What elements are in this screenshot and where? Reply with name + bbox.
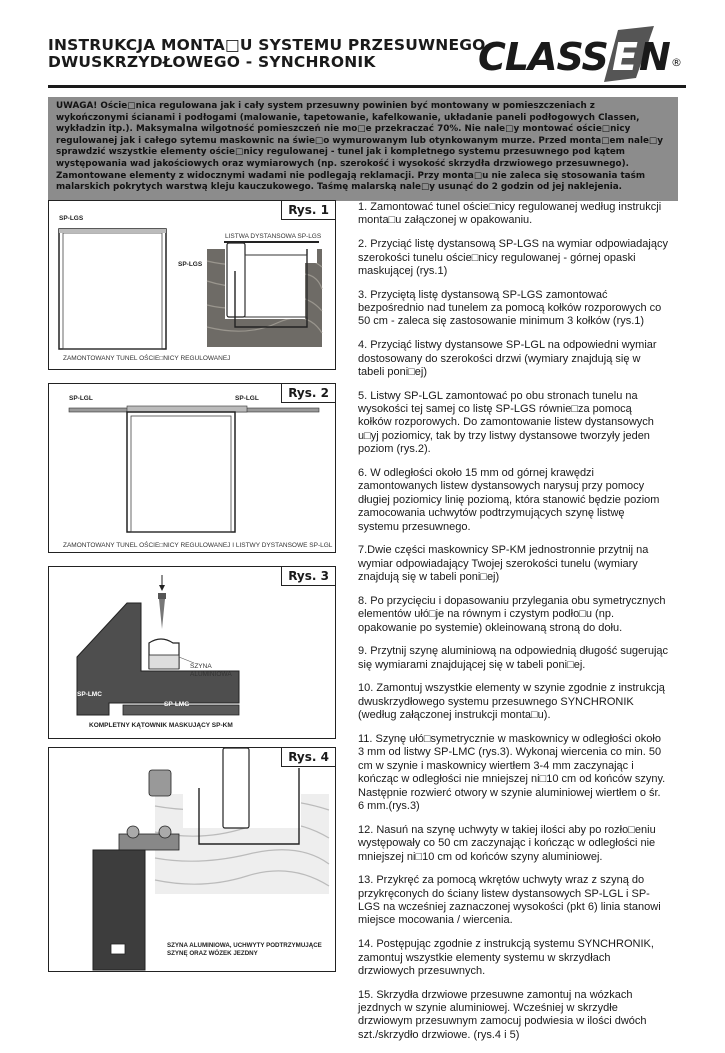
step-item: 3. Przyciętą listę dystansową SP-LGS zamontować bezpośrednio nad tunelem za pomocą kołków rozporowych co 50 cm - zaleca się zastosowanie minimum 3 kołków (rys.1) <box>358 288 662 328</box>
figure-1-detail-caption: LISTWA DYSTANSOWA SP-LGS <box>225 233 322 240</box>
svg-text:N: N <box>639 35 671 79</box>
figure-2-caption: ZAMONTOWANY TUNEL OŚCIE□NICY REGULOWANEJ I LISTWY DYSTANSOWE SP-LGL <box>63 542 333 549</box>
title-line-2: DWUSKRZYDŁOWEGO - SYNCHRONIK <box>48 53 376 71</box>
figure-1-caption: ZAMONTOWANY TUNEL OŚCIE□NICY REGULOWANEJ <box>63 355 231 362</box>
step-item: 10. Zamontuj wszystkie elementy w szynie zgodnie z instrukcją dwuskrzydłowego systemu przesuwnego SYNCHRONIK (według załączonej instrukcji monta□u). <box>358 682 665 722</box>
figure-4-label: Rys. 4 <box>281 748 335 767</box>
svg-text:E: E <box>612 35 638 79</box>
step-item: 8. Po przycięciu i dopasowaniu przylegania obu symetrycznych elementów ułó□je na równym i czystym podło□u (np. opakowanie po systemie) okleinowaną stroną do dołu. <box>358 594 666 634</box>
instruction-steps <box>358 201 668 1053</box>
figure-2-tag-right: SP-LGL <box>235 395 259 402</box>
step-item: 5. Listwy SP-LGL zamontować po obu stronach tunelu na wysokości tej samej co listę SP-LGS równie□za pomocą kołków rozporowych. Do zamontowanie listew dystansowych u□yj poziomicy, tak by trzy listwy dystansowe tworzyły jeden poziom (rys.2). <box>358 389 654 456</box>
figure-3 <box>48 566 336 739</box>
step-item: 7.Dwie części maskownicy SP-KM jednostronnie przytnij na wymiar odpowiadający Twojej szerokości tunelu (wymiary znajdują się w tabeli poni□ej) <box>358 544 649 584</box>
svg-text:CLASS: CLASS <box>478 35 608 79</box>
step-item: 4. Przyciąć listwy dystansowe SP-LGL na odpowiedni wymiar dostosowany do szerokości drzwi (wymiary znajdują się w tabeli poni□ej) <box>358 339 657 378</box>
title-line-1: INSTRUKCJA MONTA□U SYSTEMU PRZESUWNEGO <box>48 36 486 54</box>
figure-2-label: Rys. 2 <box>281 384 335 403</box>
step-item: 14. Postępując zgodnie z instrukcją systemu SYNCHRONIK, zamontuj wszystkie elementy systemu w skrzydłach drzwiowych przesuwnych. <box>358 938 654 977</box>
classen-logo <box>478 24 683 82</box>
page-title <box>48 37 486 71</box>
figure-3-tag-lmc: SP-LMC <box>77 691 102 698</box>
figure-3-rail-note: SZYNA ALUMINIOWA <box>190 663 232 678</box>
figure-4-caption: SZYNA ALUMINIOWA, UCHWYTY PODTRZYMUJĄCE SZYNĘ ORAZ WÓZEK JEZDNY <box>167 942 322 957</box>
figure-4-drawing <box>49 748 335 971</box>
figure-3-drawing <box>49 567 335 738</box>
step-item: 2. Przyciąć listę dystansową SP-LGS na wymiar odpowiadający szerokości tunelu oście□nicy regulowanej - górnej opaski maskującej (rys.1) <box>358 238 668 277</box>
step-item: 9. Przytnij szynę aluminiową na odpowiednią długość sugerując się wymiarami znajdującej się w tabeli poni□ej. <box>358 645 669 671</box>
figure-2-drawing <box>49 384 335 552</box>
figure-3-caption: KOMPLETNY KĄTOWNIK MASKUJĄCY SP-KM <box>89 722 233 729</box>
figure-3-tag-lmg: SP-LMG <box>164 701 190 708</box>
figure-1 <box>48 200 336 370</box>
step-item: 1. Zamontować tunel oście□nicy regulowanej według instrukcji monta□u załączonej w opakowaniu. <box>358 201 662 227</box>
figure-3-label: Rys. 3 <box>281 567 335 586</box>
step-item: 6. W odległości około 15 mm od górnej krawędzi zamontowanych listew dystansowych narysuj przy pomocy długiej poziomicy linię poziomą, która stanowić będzie poziom zamocowania uchwytów podtrzymujących szynę listwę systemu przesuwnego. <box>358 466 660 533</box>
figure-2 <box>48 383 336 553</box>
step-item: 12. Nasuń na szynę uchwyty w takiej ilości aby po rozło□eniu występowały co 50 cm zaczynając i kończąc w odległości nie mniejszej ni□10 cm od końców szyny aluminiowej. <box>358 823 656 863</box>
figure-1-tag-b: SP-LGS <box>178 261 203 268</box>
header-divider <box>48 85 686 88</box>
step-item: 11. Szynę ułó□symetrycznie w maskownicy w odległości około 3 mm od listwy SP-LMC (rys.3). Wykonaj wiercenia co min. 50 cm w szynie i maskownicy wiertłem 3-4 mm zaczynając i kończąc w odległości nie mniejszej ni□10 cm od końców szyny. Następnie rozwierć otwory w szynie aluminiowej wiertłem o śr. 6 mm.(rys.3) <box>358 732 666 812</box>
svg-text:®: ® <box>671 56 682 69</box>
figure-1-label: Rys. 1 <box>281 201 335 220</box>
step-item: 15. Skrzydła drzwiowe przesuwne zamontuj na wózkach jezdnych w szynie aluminiowej. Wcześniej w skrzydłe drzwiowym przesuwnym zamocuj podwiesia w ilości dwóch szt./skrzydło drzwiowe. (rys.4 i 5) <box>358 988 647 1041</box>
warning-box: UWAGA! Oście□nica regulowana jak i cały system przesuwny powinien być montowany w pomieszczeniach z wykończonymi ścianami i podłogami (malowanie, tapetowanie, kafelkowanie, układanie paneli podłogowych Classen, wykładzin itp.). Maksymalna wilgotność pomieszczeń nie mo□e przekraczać 70%. Nie nale□y montować oście□nicy regulowanej jak i całego sytemu maskownic na świe□o wymurowanym lub otynkowanym murze. Przed monta□em nale□y sprawdzić wszystkie elementy oście□nicy regulowanej - tunel jak i kompletnego systemu przesuwnego pod kątem występowania wad jakościowych oraz wymiarowych (np. szerokość i wysokość skrzydła drzwiowego przesuwnego). Zamontowane elementy z widocznymi wadami nie podlegają reklamacji. Przy monta□u nie zaleca się stosowania taśm malarskich pokrytych warstwą kleju kauczukowego. Taśmę malarską nale□y usunąć do 2 godzin od jej naklejenia. <box>48 97 678 201</box>
figure-1-tag-a: SP-LGS <box>59 215 84 222</box>
step-item: 13. Przykręć za pomocą wkrętów uchwyty wraz z szyną do przykręconych do ściany listew dystansowych SP-LGL i SP-LGS na wcześniej zaznaczonej wysokości (pkt 6) linia stanowi miejsce mocowania / wiercenia. <box>358 874 661 927</box>
figure-2-tag-left: SP-LGL <box>69 395 93 402</box>
figure-4 <box>48 747 336 972</box>
figure-1-drawing <box>49 201 335 369</box>
